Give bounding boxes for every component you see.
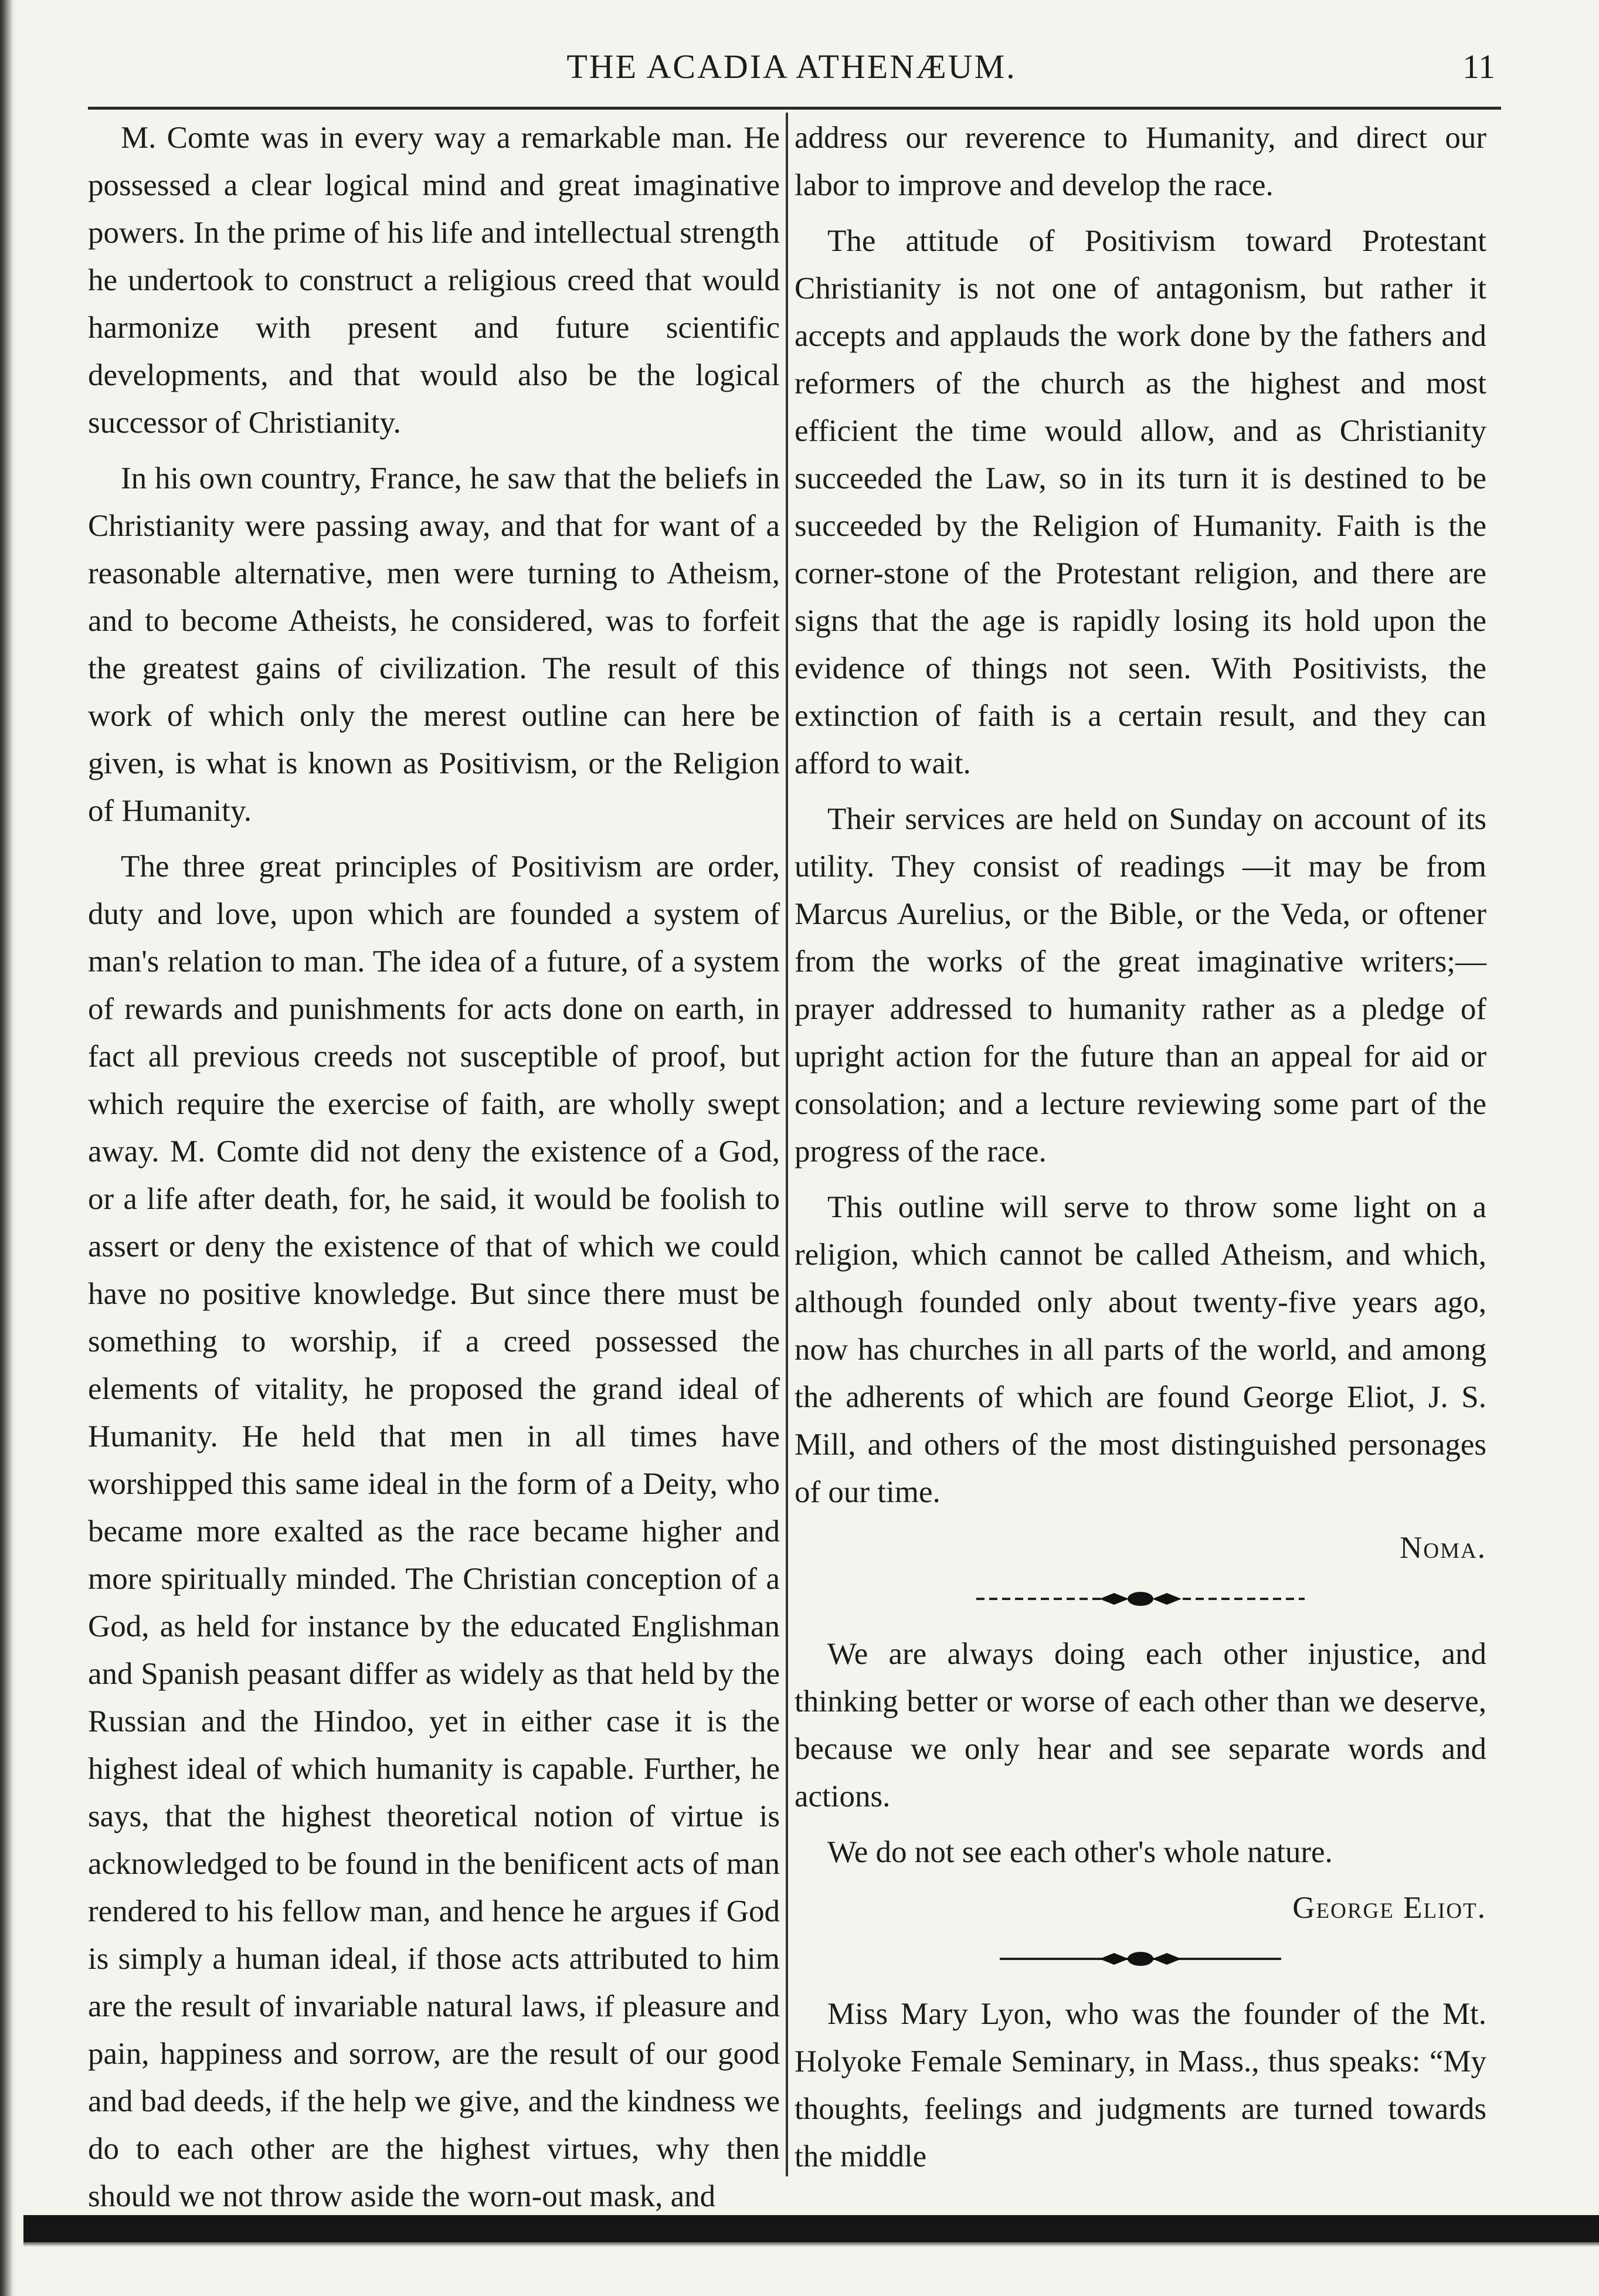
scan-bottom-band bbox=[23, 2215, 1599, 2242]
paragraph-continuation: address our reverence to Humanity, and direct our labor to improve and develop the race. bbox=[795, 121, 1486, 202]
eliot-signature: George Eliot. bbox=[1292, 1891, 1486, 1925]
paragraph-attitude: The attitude of Positivism toward Protestant Christianity is not one of antagonism, but rather it accepts and applauds the work done by the fathers and reformers of the church as the highest and most efficient the time would allow, and as Christianity succeeded the Law, so in its turn it is destined to be succeeded by the Religion of Humanity. Faith is the corner-stone of the Protestant religion, and there are signs that the age is rapidly losing its hold upon the evidence of things not seen. With Positivists, the extinction of faith is a certain result, and they can afford to wait. bbox=[795, 224, 1486, 780]
eliot-quote-1: We are always doing each other injustice, and thinking better or worse of each other than we deserve, because we only hear and see separate words and actions. bbox=[795, 1637, 1486, 1813]
header-rule bbox=[88, 107, 1501, 110]
section-ornament-2 bbox=[795, 1947, 1486, 1971]
ornament-divider-icon bbox=[965, 1587, 1316, 1611]
journal-title: THE ACADIA ATHENÆUM. bbox=[566, 47, 1017, 86]
column-divider bbox=[786, 113, 788, 2176]
paragraph-services: Their services are held on Sunday on account of its utility. They consist of readings —it may be from Marcus Aurelius, or the Bible, or the Veda, or oftener from the works of the great imaginative writers;—prayer addressed to humanity rather as a pledge of upright action for the future than an appeal for aid or consolation; and a lecture reviewing some part of the progress of the race. bbox=[795, 802, 1486, 1169]
paragraph-comte-intro: M. Comte was in every way a remarkable man. He possessed a clear logical mind and great imaginative powers. In the prime of his life and intellectual strength he undertook to construct a religious creed that would harmonize with present and future scientific developments, and that would also be the logical successor of Christianity. bbox=[88, 121, 780, 440]
ornament-divider-icon bbox=[965, 1947, 1316, 1971]
paragraph-principles: The three great principles of Positivism are order, duty and love, upon which are founded a system of man's relation to man. The idea of a future, of a system of rewards and punishments for acts done on earth, in fact all previous creeds not susceptible of proof, but which require the exercise of faith, are wholly swept away. M. Comte did not deny the existence of a God, or a life after death, for, he said, it would be foolish to assert or deny the existence of that of which we could have no positive knowledge. But since there must be something to worship, if a creed possessed the elements of vitality, he proposed the grand ideal of Humanity. He held that men in all times have worshipped this same ideal in the form of a Deity, who became more exalted as the race became higher and more spiritually minded. The Christian conception of a God, as held for instance by the educated Englishman and Spanish peasant differ as widely as that held by the Russian and the Hindoo, yet in either case it is the highest ideal of which humanity is capable. Further, he says, that the highest theoretical notion of virtue is acknowledged to be found in the benificent acts of man rendered to his fellow man, and hence he argues if God is simply a human ideal, if those acts attributed to him are the result of invariable natural laws, if pleasure and pain, happiness and sorrow, are the result of our good and bad deeds, if the help we give, and the kindness we do to each other are the highest virtues, why then should we not throw aside the worn-out mask, and bbox=[88, 850, 780, 2213]
paragraph-mary-lyon: Miss Mary Lyon, who was the founder of the Mt. Holyoke Female Seminary, in Mass., thus speaks: “My thoughts, feelings and judgments are turned towards the middle bbox=[795, 1997, 1486, 2173]
scan-bottom-edge bbox=[23, 2242, 1599, 2247]
paragraph-france: In his own country, France, he saw that the beliefs in Christianity were passing away, and that for want of a reasonable alternative, men were turning to Atheism, and to become Atheists, he considered, was to forfeit the greatest gains of civilization. The result of this work of which only the merest outline can here be given, is what is known as Positivism, or the Religion of Humanity. bbox=[88, 461, 780, 828]
section-ornament-1 bbox=[795, 1587, 1486, 1611]
scan-left-edge bbox=[0, 0, 16, 2296]
paragraph-outline: This outline will serve to throw some light on a religion, which cannot be called Atheism, and which, although founded only about twenty-five years ago, now has churches in all parts of the world, and among the adherents of which are found George Eliot, J. S. Mill, and others of the most distinguished personages of our time. bbox=[795, 1190, 1486, 1509]
page-header bbox=[88, 47, 1495, 100]
right-column bbox=[795, 114, 1486, 2189]
article-signature: Noma. bbox=[1400, 1531, 1486, 1565]
left-column bbox=[88, 114, 780, 2229]
eliot-quote-2: We do not see each other's whole nature. bbox=[827, 1835, 1333, 1869]
page-number: 11 bbox=[1462, 47, 1495, 86]
